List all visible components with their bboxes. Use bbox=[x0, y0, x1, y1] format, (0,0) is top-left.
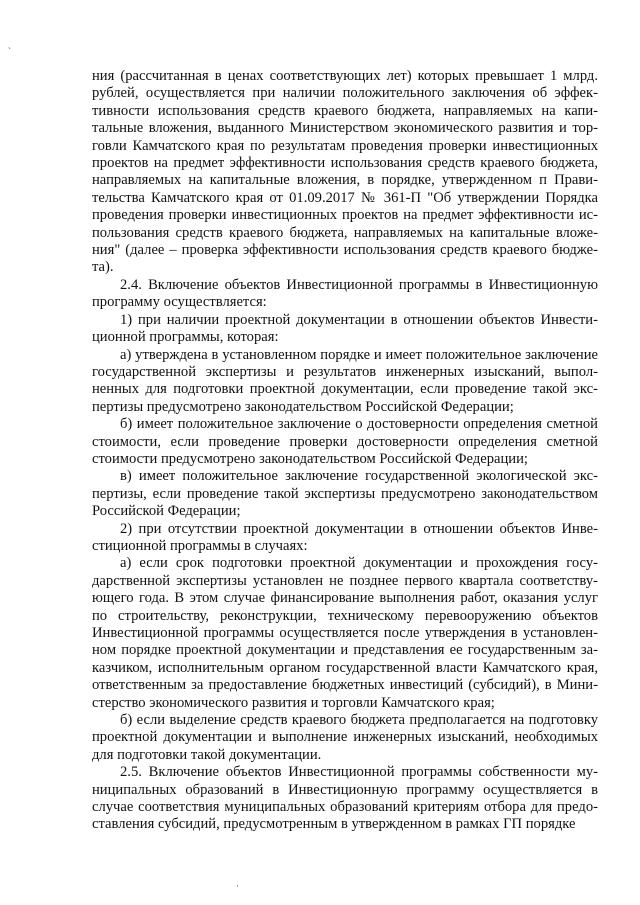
paragraph: б) имеет положительное заключение о достоверности определения сметной стоимости, если проведение проверки достоверности определения сметной стоимости предусмотрено законодательством Российской Федерации; bbox=[92, 416, 598, 467]
document-body bbox=[92, 68, 598, 834]
paragraph: а) утверждена в установленном порядке и имеет положительное заключение государственной экспертизы и результатов инженерных изысканий, выполненных для подготовки проектной документации, если проведение такой экспертизы предусмотрено законодательством Российской Федерации; bbox=[92, 346, 598, 415]
paragraph: ния (рассчитанная в ценах соответствующих лет) которых превышает 1 млрд. рублей, осуществляется при наличии положительного заключения об эффективности использования средств краевого бюджета, направляемых на капитальные вложения, выданного Министерством экономического развития и торговли Камчатского края по результатам проведения проверки инвестиционных проектов на предмет эффективности использования средств краевого бюджета, направляемых на капитальные вложения, в порядке, утвержденном п Правительства Камчатского края от 01.09.2017 № 361-П "Об утверждении Порядка проведения проверки инвестиционных проектов на предмет эффективности использования средств краевого бюджета, направляемых на капитальные вложения" (далее – проверка эффективности использования средств краевого бюджета). bbox=[92, 68, 598, 276]
paragraph: 1) при наличии проектной документации в отношении объектов Инвестиционной программы, которая: bbox=[92, 311, 598, 346]
paragraph: 2.4. Включение объектов Инвестиционной программы в Инвестиционную программу осуществляется: bbox=[92, 276, 598, 311]
paragraph: б) если выделение средств краевого бюджета предполагается на подготовку проектной документации и выполнение инженерных изысканий, необходимых для подготовки такой документации. bbox=[92, 712, 598, 763]
paragraph: а) если срок подготовки проектной документации и прохождения государственной экспертизы установлен не позднее первого квартала соответствующего года. В этом случае финансирование выполнения работ, оказания услуг по строительству, реконструкции, техническому перевооружению объектов Инвестиционной программы осуществляется после утверждения в установленном порядке проектной документации и представления ее государственным заказчиком, исполнительным органом государственной власти Камчатского края, ответственным за предоставление бюджетных инвестиций (субсидий), в Министерство экономического развития и торговли Камчатского края; bbox=[92, 555, 598, 711]
paragraph: в) имеет положительное заключение государственной экологической экспертизы, если проведение такой экспертизы предусмотрено законодательством Российской Федерации; bbox=[92, 468, 598, 520]
scan-mark: ` bbox=[8, 46, 11, 56]
paragraph: 2.5. Включение объектов Инвестиционной программы собственности муниципальных образований в Инвестиционную программу осуществляется в случае соответствия муниципальных образований критериям отбора для предоставления субсидий, предусмотренным в утвержденном в рамках ГП порядке bbox=[92, 764, 598, 833]
scan-dot: · bbox=[236, 881, 239, 891]
paragraph: 2) при отсутствии проектной документации в отношении объектов Инвестиционной программы в случаях: bbox=[92, 520, 598, 554]
